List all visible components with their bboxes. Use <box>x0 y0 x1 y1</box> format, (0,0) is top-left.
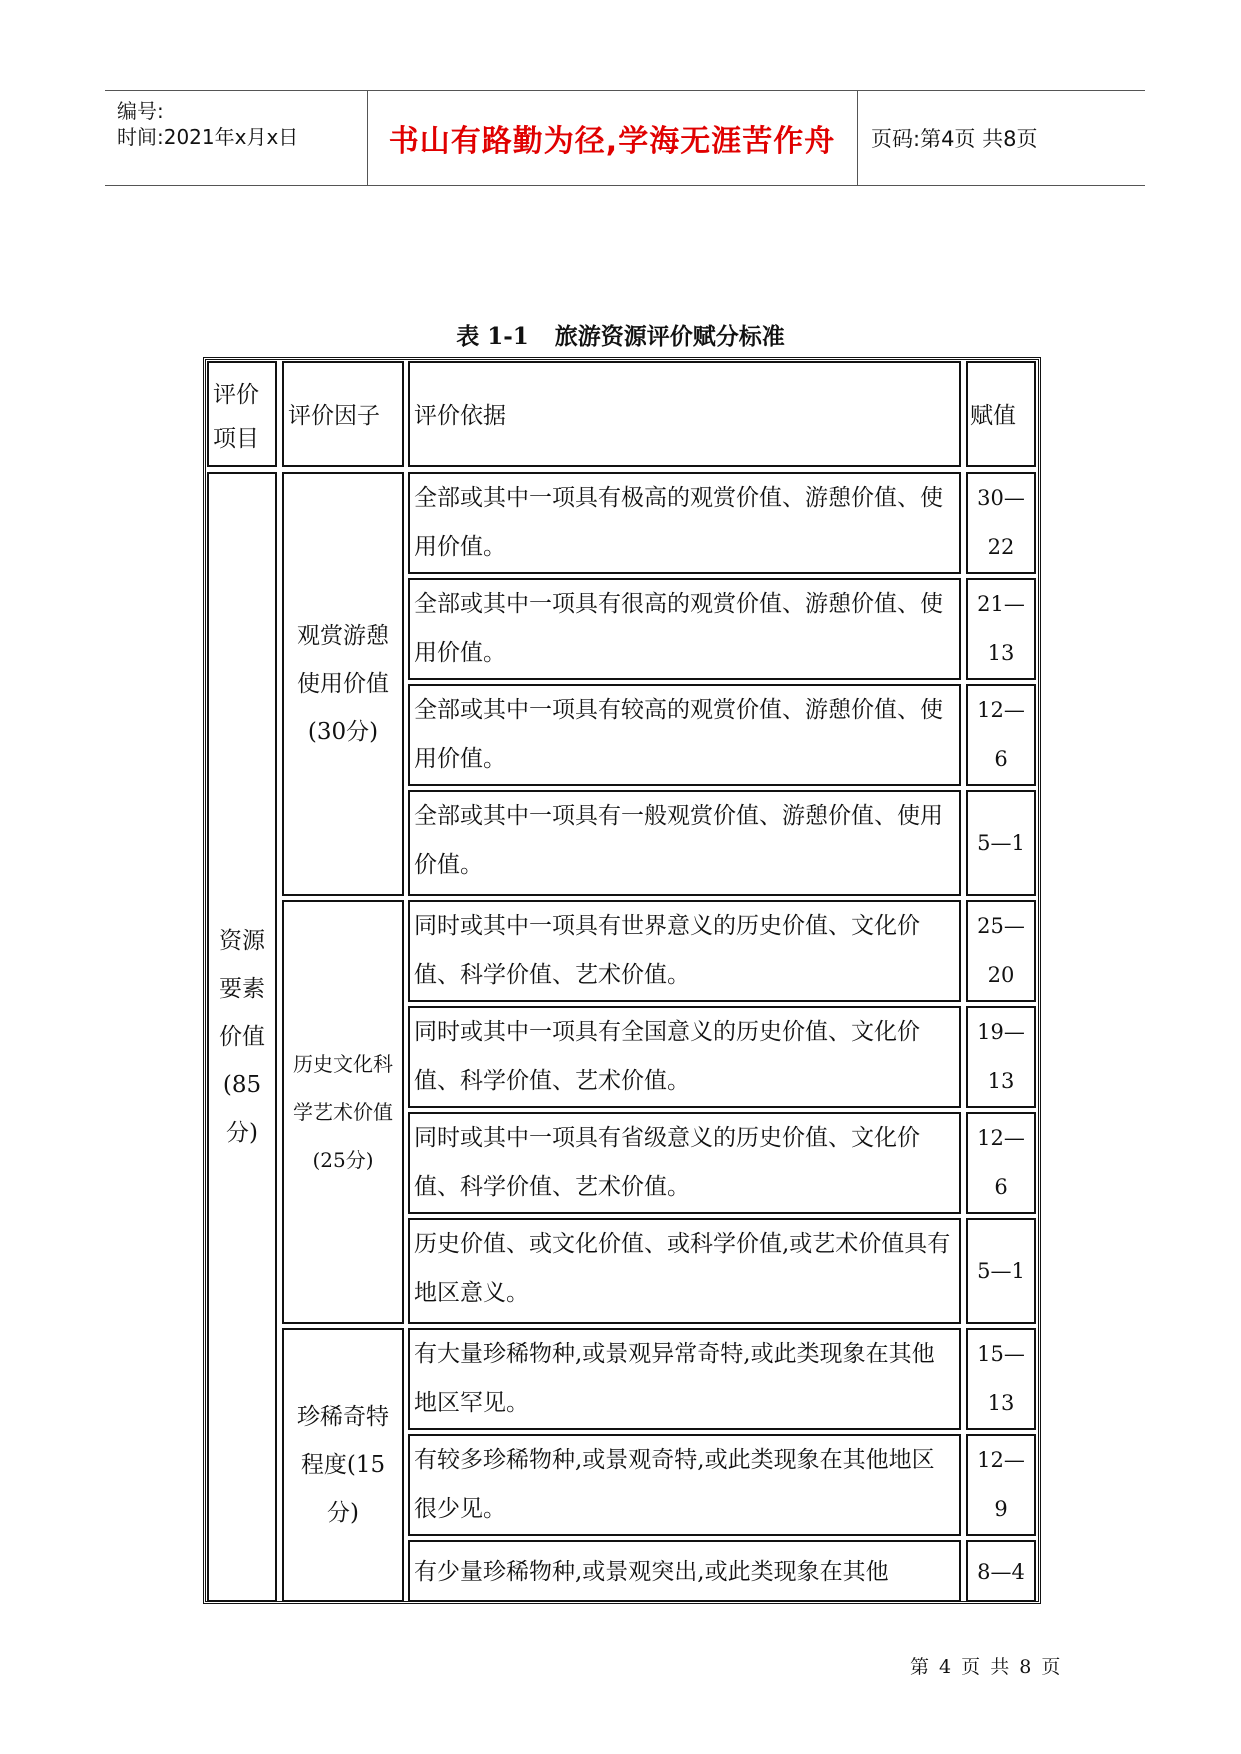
factor-cell-rarity <box>282 1328 404 1602</box>
score-bottom: 22 <box>987 535 1015 559</box>
header-factor-text: 评价因子 <box>288 403 380 429</box>
criteria-cell <box>408 684 961 786</box>
header-item-text: 评价项目 <box>213 382 259 452</box>
evaluation-table <box>203 357 1041 1604</box>
table-caption <box>0 318 1241 351</box>
score-cell <box>966 1112 1036 1214</box>
header-criteria-cell <box>408 361 961 467</box>
score-top: 30— <box>977 486 1025 510</box>
criteria-cell <box>408 1434 961 1536</box>
criteria-text: 有少量珍稀物种,或景观突出,或此类现象在其他 <box>414 1559 889 1585</box>
evaluation-item-text: 资源要素价值(85分) <box>219 928 265 1146</box>
factor-cell-viewing <box>282 472 404 896</box>
score-top: 19— <box>977 1020 1025 1044</box>
score-cell <box>966 1218 1036 1324</box>
score-cell <box>966 684 1036 786</box>
score-cell <box>966 1434 1036 1536</box>
criteria-text: 有较多珍稀物种,或景观奇特,或此类现象在其他地区很少见。 <box>414 1447 935 1522</box>
header-motto: 书山有路勤为径,学海无涯苦作舟 <box>367 91 858 185</box>
criteria-text: 同时或其中一项具有省级意义的历史价值、文化价值、科学价值、艺术价值。 <box>414 1125 920 1200</box>
header-score-text: 赋值 <box>970 403 1016 429</box>
factor-text-rarity: 珍稀奇特程度(15分) <box>297 1404 389 1526</box>
score-cell <box>966 472 1036 574</box>
score-bottom: 9 <box>994 1497 1008 1521</box>
criteria-cell <box>408 1006 961 1108</box>
document-number-label: 编号: <box>117 99 164 123</box>
score-top: 12— <box>977 1448 1025 1472</box>
score-bottom: 6 <box>994 1175 1008 1199</box>
score-cell <box>966 1540 1036 1602</box>
score-cell <box>966 790 1036 896</box>
evaluation-item-cell <box>207 472 277 1602</box>
score-bottom: 13 <box>987 641 1015 665</box>
page-footer: 第 4 页 共 8 页 <box>910 1656 1063 1678</box>
header-item-cell <box>207 361 277 467</box>
header-criteria-text: 评价依据 <box>414 403 506 429</box>
criteria-cell <box>408 1540 961 1602</box>
factor-text-history: 历史文化科学艺术价值(25分) <box>293 1052 393 1172</box>
score-top: 8—4 <box>977 1560 1025 1584</box>
score-top: 12— <box>977 1126 1025 1150</box>
factor-cell-history <box>282 900 404 1324</box>
score-bottom: 13 <box>987 1391 1015 1415</box>
document-time-label: 时间:2021年x月x日 <box>117 125 299 149</box>
criteria-text: 全部或其中一项具有极高的观赏价值、游憩价值、使用价值。 <box>414 485 943 560</box>
criteria-cell <box>408 1328 961 1430</box>
criteria-cell <box>408 1218 961 1324</box>
criteria-text: 全部或其中一项具有较高的观赏价值、游憩价值、使用价值。 <box>414 697 943 772</box>
score-top: 15— <box>977 1342 1025 1366</box>
criteria-cell <box>408 900 961 1002</box>
score-top: 12— <box>977 698 1025 722</box>
criteria-text: 有大量珍稀物种,或景观异常奇特,或此类现象在其他地区罕见。 <box>414 1341 935 1416</box>
criteria-cell <box>408 790 961 896</box>
score-top: 21— <box>977 592 1025 616</box>
table-number: 表 1-1 <box>456 323 529 350</box>
score-bottom: 6 <box>994 747 1008 771</box>
score-cell <box>966 900 1036 1002</box>
score-cell <box>966 1328 1036 1430</box>
header-left <box>105 91 368 185</box>
table-title: 旅游资源评价赋分标准 <box>554 323 785 350</box>
score-bottom: 13 <box>987 1069 1015 1093</box>
criteria-text: 全部或其中一项具有很高的观赏价值、游憩价值、使用价值。 <box>414 591 943 666</box>
criteria-text: 同时或其中一项具有全国意义的历史价值、文化价值、科学价值、艺术价值。 <box>414 1019 920 1094</box>
score-top: 5—1 <box>977 830 1025 855</box>
criteria-cell <box>408 1112 961 1214</box>
criteria-text: 全部或其中一项具有一般观赏价值、游憩价值、使用价值。 <box>414 803 943 878</box>
score-top: 25— <box>977 914 1025 938</box>
page-header <box>105 90 1145 186</box>
header-page-code: 页码:第4页 共8页 <box>871 127 1038 151</box>
score-bottom: 20 <box>987 963 1015 987</box>
criteria-cell <box>408 472 961 574</box>
factor-text-viewing: 观赏游憩使用价值(30分) <box>297 623 389 745</box>
score-top: 5—1 <box>977 1258 1025 1283</box>
criteria-text: 同时或其中一项具有世界意义的历史价值、文化价值、科学价值、艺术价值。 <box>414 913 920 988</box>
header-factor-cell <box>282 361 404 467</box>
criteria-cell <box>408 578 961 680</box>
score-cell <box>966 578 1036 680</box>
header-score-cell <box>966 361 1036 467</box>
criteria-text: 历史价值、或文化价值、或科学价值,或艺术价值具有地区意义。 <box>414 1231 951 1306</box>
score-cell <box>966 1006 1036 1108</box>
